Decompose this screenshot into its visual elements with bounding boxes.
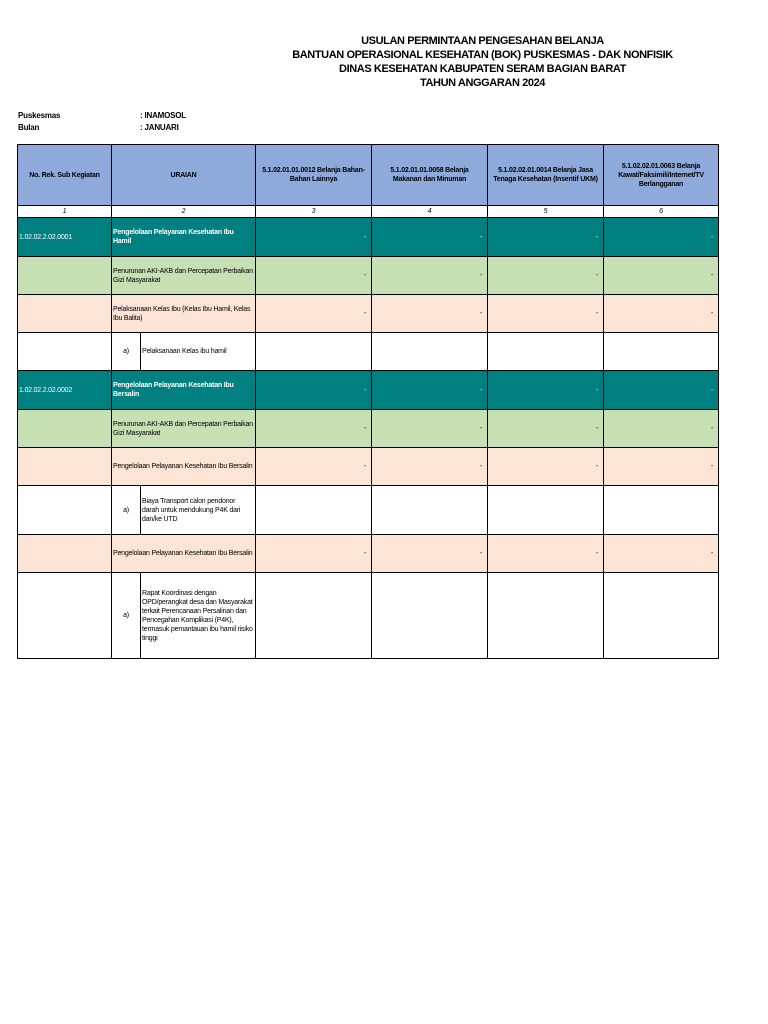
table-row-activity <box>18 295 719 333</box>
table-header-row <box>18 145 719 206</box>
row-description-cell <box>112 333 256 371</box>
header-col-6: 5.1.02.02.01.0063 Belanja Kawat/Faksimili/Internet/TV Berlangganan <box>604 145 719 206</box>
meta-bulan <box>18 122 318 134</box>
header-col-3: 5.1.02.01.01.0012 Belanja Bahan-Bahan Lainnya <box>256 145 372 206</box>
row-value <box>604 486 719 535</box>
table-row-sub-kegiatan <box>18 371 719 410</box>
row-value: - <box>372 295 488 333</box>
row-value: - <box>372 448 488 486</box>
row-code <box>18 257 112 295</box>
row-description: Rapat Koordinasi dengan OPD/perangkat desa dan Masyarakat terkait Perencanaan Persalinan dan Pencegahan Komplikasi (P4K), termasuk pemantauan ibu hamil risiko tinggi <box>142 589 253 642</box>
row-item-marker: a) <box>112 486 141 534</box>
row-description: Pengelolaan Pelayanan Kesehatan Ibu Bersalin <box>112 448 256 486</box>
col-number: 6 <box>604 206 719 218</box>
row-code <box>18 333 112 371</box>
row-value <box>488 573 604 659</box>
table-row-activity <box>18 535 719 573</box>
row-item-marker: a) <box>112 573 141 658</box>
row-description: Penurunan AKI-AKB dan Percepatan Perbaikan Gizi Masyarakat <box>112 257 256 295</box>
row-value: - <box>604 371 719 410</box>
document-title <box>230 34 735 90</box>
puskesmas-label: Puskesmas <box>18 111 61 120</box>
document-meta <box>18 110 318 134</box>
table-row-program <box>18 410 719 448</box>
table-row-item <box>18 333 719 371</box>
row-value: - <box>372 218 488 257</box>
row-description: Penurunan AKI-AKB dan Percepatan Perbaikan Gizi Masyarakat <box>112 410 256 448</box>
row-description-cell <box>112 486 256 535</box>
row-value: - <box>604 257 719 295</box>
row-value: - <box>604 218 719 257</box>
row-value <box>256 333 372 371</box>
column-number-row <box>18 206 719 218</box>
row-value: - <box>256 448 372 486</box>
row-code <box>18 448 112 486</box>
table-row-item <box>18 573 719 659</box>
row-description: Pengelolaan Pelayanan Kesehatan Ibu Hamil <box>112 218 256 257</box>
col-number: 4 <box>372 206 488 218</box>
row-value: - <box>256 218 372 257</box>
row-code <box>18 573 112 659</box>
title-line-2: BANTUAN OPERASIONAL KESEHATAN (BOK) PUSKESMAS - DAK NONFISIK <box>292 49 673 61</box>
row-value <box>372 486 488 535</box>
row-item-marker: a) <box>112 333 141 370</box>
row-value <box>372 573 488 659</box>
bulan-value: : JANUARI <box>140 123 179 132</box>
row-code: 1.02.02.2.02.0002 <box>18 371 112 410</box>
row-description: Biaya Transport calon pendonor darah untuk mendukung P4K dari dan/ke UTD <box>142 497 241 523</box>
row-value: - <box>488 257 604 295</box>
header-uraian: URAIAN <box>112 145 256 206</box>
budget-table <box>17 144 719 659</box>
row-value <box>256 573 372 659</box>
row-value: - <box>488 410 604 448</box>
row-value: - <box>604 410 719 448</box>
row-code <box>18 535 112 573</box>
row-code: 1.02.02.2.02.0001 <box>18 218 112 257</box>
row-value: - <box>488 295 604 333</box>
row-description: Pengelolaan Pelayanan Kesehatan Ibu Bersalin <box>112 535 256 573</box>
row-description: Pelaksanaan Kelas Ibu (Kelas Ibu Hamil, Kelas Ibu Balita) <box>112 295 256 333</box>
row-value <box>372 333 488 371</box>
row-value: - <box>256 410 372 448</box>
col-number: 3 <box>256 206 372 218</box>
header-no-rek: No. Rek. Sub Kegiatan <box>18 145 112 206</box>
meta-puskesmas <box>18 110 318 122</box>
header-col-5: 5.1.02.02.01.0014 Belanja Jasa Tenaga Kesehatan (Insentif UKM) <box>488 145 604 206</box>
row-description: Pengelolaan Pelayanan Kesehatan Ibu Bersalin <box>112 371 256 410</box>
row-value: - <box>488 371 604 410</box>
row-value <box>604 573 719 659</box>
row-value: - <box>372 257 488 295</box>
col-number: 1 <box>18 206 112 218</box>
row-value: - <box>256 535 372 573</box>
row-code <box>18 295 112 333</box>
row-value: - <box>604 535 719 573</box>
row-value: - <box>604 295 719 333</box>
bulan-label: Bulan <box>18 123 40 132</box>
row-value: - <box>488 448 604 486</box>
row-value <box>604 333 719 371</box>
table-row-activity <box>18 448 719 486</box>
table-row-program <box>18 257 719 295</box>
col-number: 2 <box>112 206 256 218</box>
row-description: Pelaksanaan Kelas ibu hamil <box>142 348 227 355</box>
title-line-1: USULAN PERMINTAAN PENGESAHAN BELANJA <box>361 35 604 47</box>
row-description-cell <box>112 573 256 659</box>
row-value: - <box>256 371 372 410</box>
row-value: - <box>488 535 604 573</box>
row-value: - <box>372 371 488 410</box>
row-code <box>18 486 112 535</box>
title-line-4: TAHUN ANGGARAN 2024 <box>419 77 546 89</box>
table-row-sub-kegiatan <box>18 218 719 257</box>
row-value: - <box>256 295 372 333</box>
row-value: - <box>256 257 372 295</box>
row-value: - <box>488 218 604 257</box>
row-value <box>488 486 604 535</box>
row-value: - <box>372 410 488 448</box>
row-code <box>18 410 112 448</box>
row-value <box>488 333 604 371</box>
row-value <box>256 486 372 535</box>
title-line-3: DINAS KESEHATAN KABUPATEN SERAM BAGIAN BARAT <box>339 63 626 75</box>
table-row-item <box>18 486 719 535</box>
row-value: - <box>604 448 719 486</box>
col-number: 5 <box>488 206 604 218</box>
puskesmas-value: : INAMOSOL <box>140 111 186 120</box>
header-col-4: 5.1.02.01.01.0058 Belanja Makanan dan Minuman <box>372 145 488 206</box>
row-value: - <box>372 535 488 573</box>
